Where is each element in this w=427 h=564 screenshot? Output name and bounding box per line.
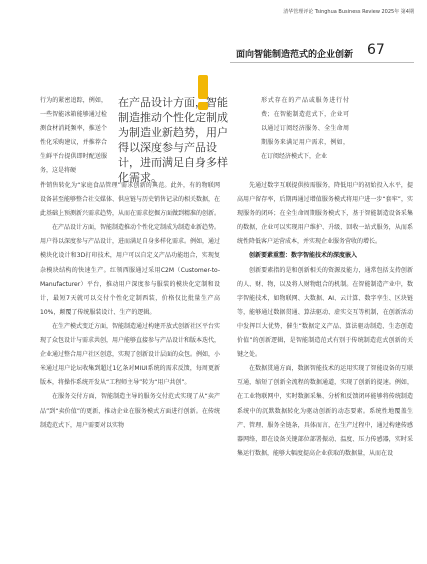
column-right-top-text: 形式存在的产品或服务进行付费；在智能制造范式下，企业可以通过订阅经济服务、全生命周期服务来满足用户需求，例如，在订阅经济模式下，企业 — [261, 97, 349, 161]
paragraph: 创新要素指的是和创新相关的资源及能力，通常包括支持创新的人、财、物，以及将人财物组合的机制。在智能制造产业中，数字智能技术，如物联网、大数据、AI、云计算、数字孪生、区块链等，能够通过数据贯通、算法驱动、虚实交互等机制，在创新活动中发挥巨大优势，催生“数据定义产品、算法驱动制造、生态创造价值”的创新逻辑，是智能制造范式有别于传统制造范式创新的关键之处。 — [237, 266, 413, 359]
paragraph: 在服务交付方面，智能制造主导的服务交付范式实现了从“卖产品”到“卖价值”的更新，推动企业在服务模式方面进行创新。在传统制造范式下，用户需要对以实物 — [40, 393, 220, 429]
page-number: 67 — [367, 42, 385, 58]
running-header-journal: 清华管理评论 Tsinghua Business Review 2025年 第4期 — [283, 9, 414, 15]
paragraph: 先通过数字互联提供按需服务，降低用户的初始投入水平，提高用户留存率，后期再通过增值服务模式将用户进一步“套牢”，实现服务的闭环；在全生命周期服务模式下，基于智能制造设备采集的数据，企业可以实现用户维护、升级、回收一站式服务，从而系统性降低客户运营成本，并实现企业服务营收的增长。 — [237, 182, 413, 246]
column-right-top — [261, 94, 349, 180]
pull-quote: 在产品设计方面，智能制造推动个性化定制成为制造业新趋势，用户得以深度参与产品设计，进而满足自身多样化需求。 — [118, 96, 228, 184]
column-right-body — [237, 179, 413, 559]
paragraph: 在数据贯通方面，数据智能技术的运用实现了智能设备的互联互通，缩短了创新全流程的数据通道，实现了创新的提速。例如，在工业物联网中，实时数据采集、分析和反馈闭环能够将传统制造系统中的沉默数据转化为驱动创新的动态要素。系统性地覆盖生产、管理、服务全链条，具体而言，在生产过程中，通过构建传感器网络，即在设备关键部位部署振动、温度、压力传感器，实时采集运行数据，能够大幅度提高企业获取的数据量，从而在设 — [237, 365, 413, 457]
paragraph: 在生产模式变迁方面，智能制造通过构建开放式创新社区平台实现了众包设计与需求共创，用户能够直接参与产品设计和版本迭代，企业通过整合用户社区创意，实现了创新设计层面的众包。例如，小米通过用户论坛收集到超过1亿条对MIUI系统的需求反馈，每周更新版本，将操作系统开发从“工程师主导”转为“用户共创”。 — [40, 322, 220, 387]
section-title: 面向智能制造范式的企业创新 — [236, 50, 354, 60]
paragraph: 件销售转化为“家庭食品管理”需求创新的典范。此外，有的物联网设备甚至能够整合社交媒体、供应链与历史销售记录的相关数据，在此基础上预测新兴需求趋势，从而在需求挖掘方面做到精准的创新。 — [40, 182, 220, 218]
column-left-top-text: 行为的紧密追踪，例如，一些智能冰箱能够通过检测食材消耗频率，推送个性化采购建议，并推荐合生鲜平台提供即时配送服务，这是将硬 — [40, 97, 107, 175]
column-left-body — [40, 179, 220, 559]
paragraph: 在产品设计方面，智能制造推动个性化定制成为制造业新趋势。用户得以深度参与产品设计，进而满足自身多样化需求。例如，通过模块化设计和3D打印技术，用户可以自定义产品功能组合，实现复杂模块结构的快速生产。红领西服通过采用C2M（Customer-to-Manufacturer）平台，推动用户深度参与服装的模块化定制和设计，最短7天就可以交付个性化定制西装，价格仅比批量生产高10%，颠覆了传统服装设计、生产的逻辑。 — [40, 224, 220, 316]
section-heading: 创新要素重塑：数字智能技术的深度嵌入 — [249, 252, 358, 260]
header-divider — [230, 62, 414, 63]
column-left-top — [40, 94, 107, 180]
